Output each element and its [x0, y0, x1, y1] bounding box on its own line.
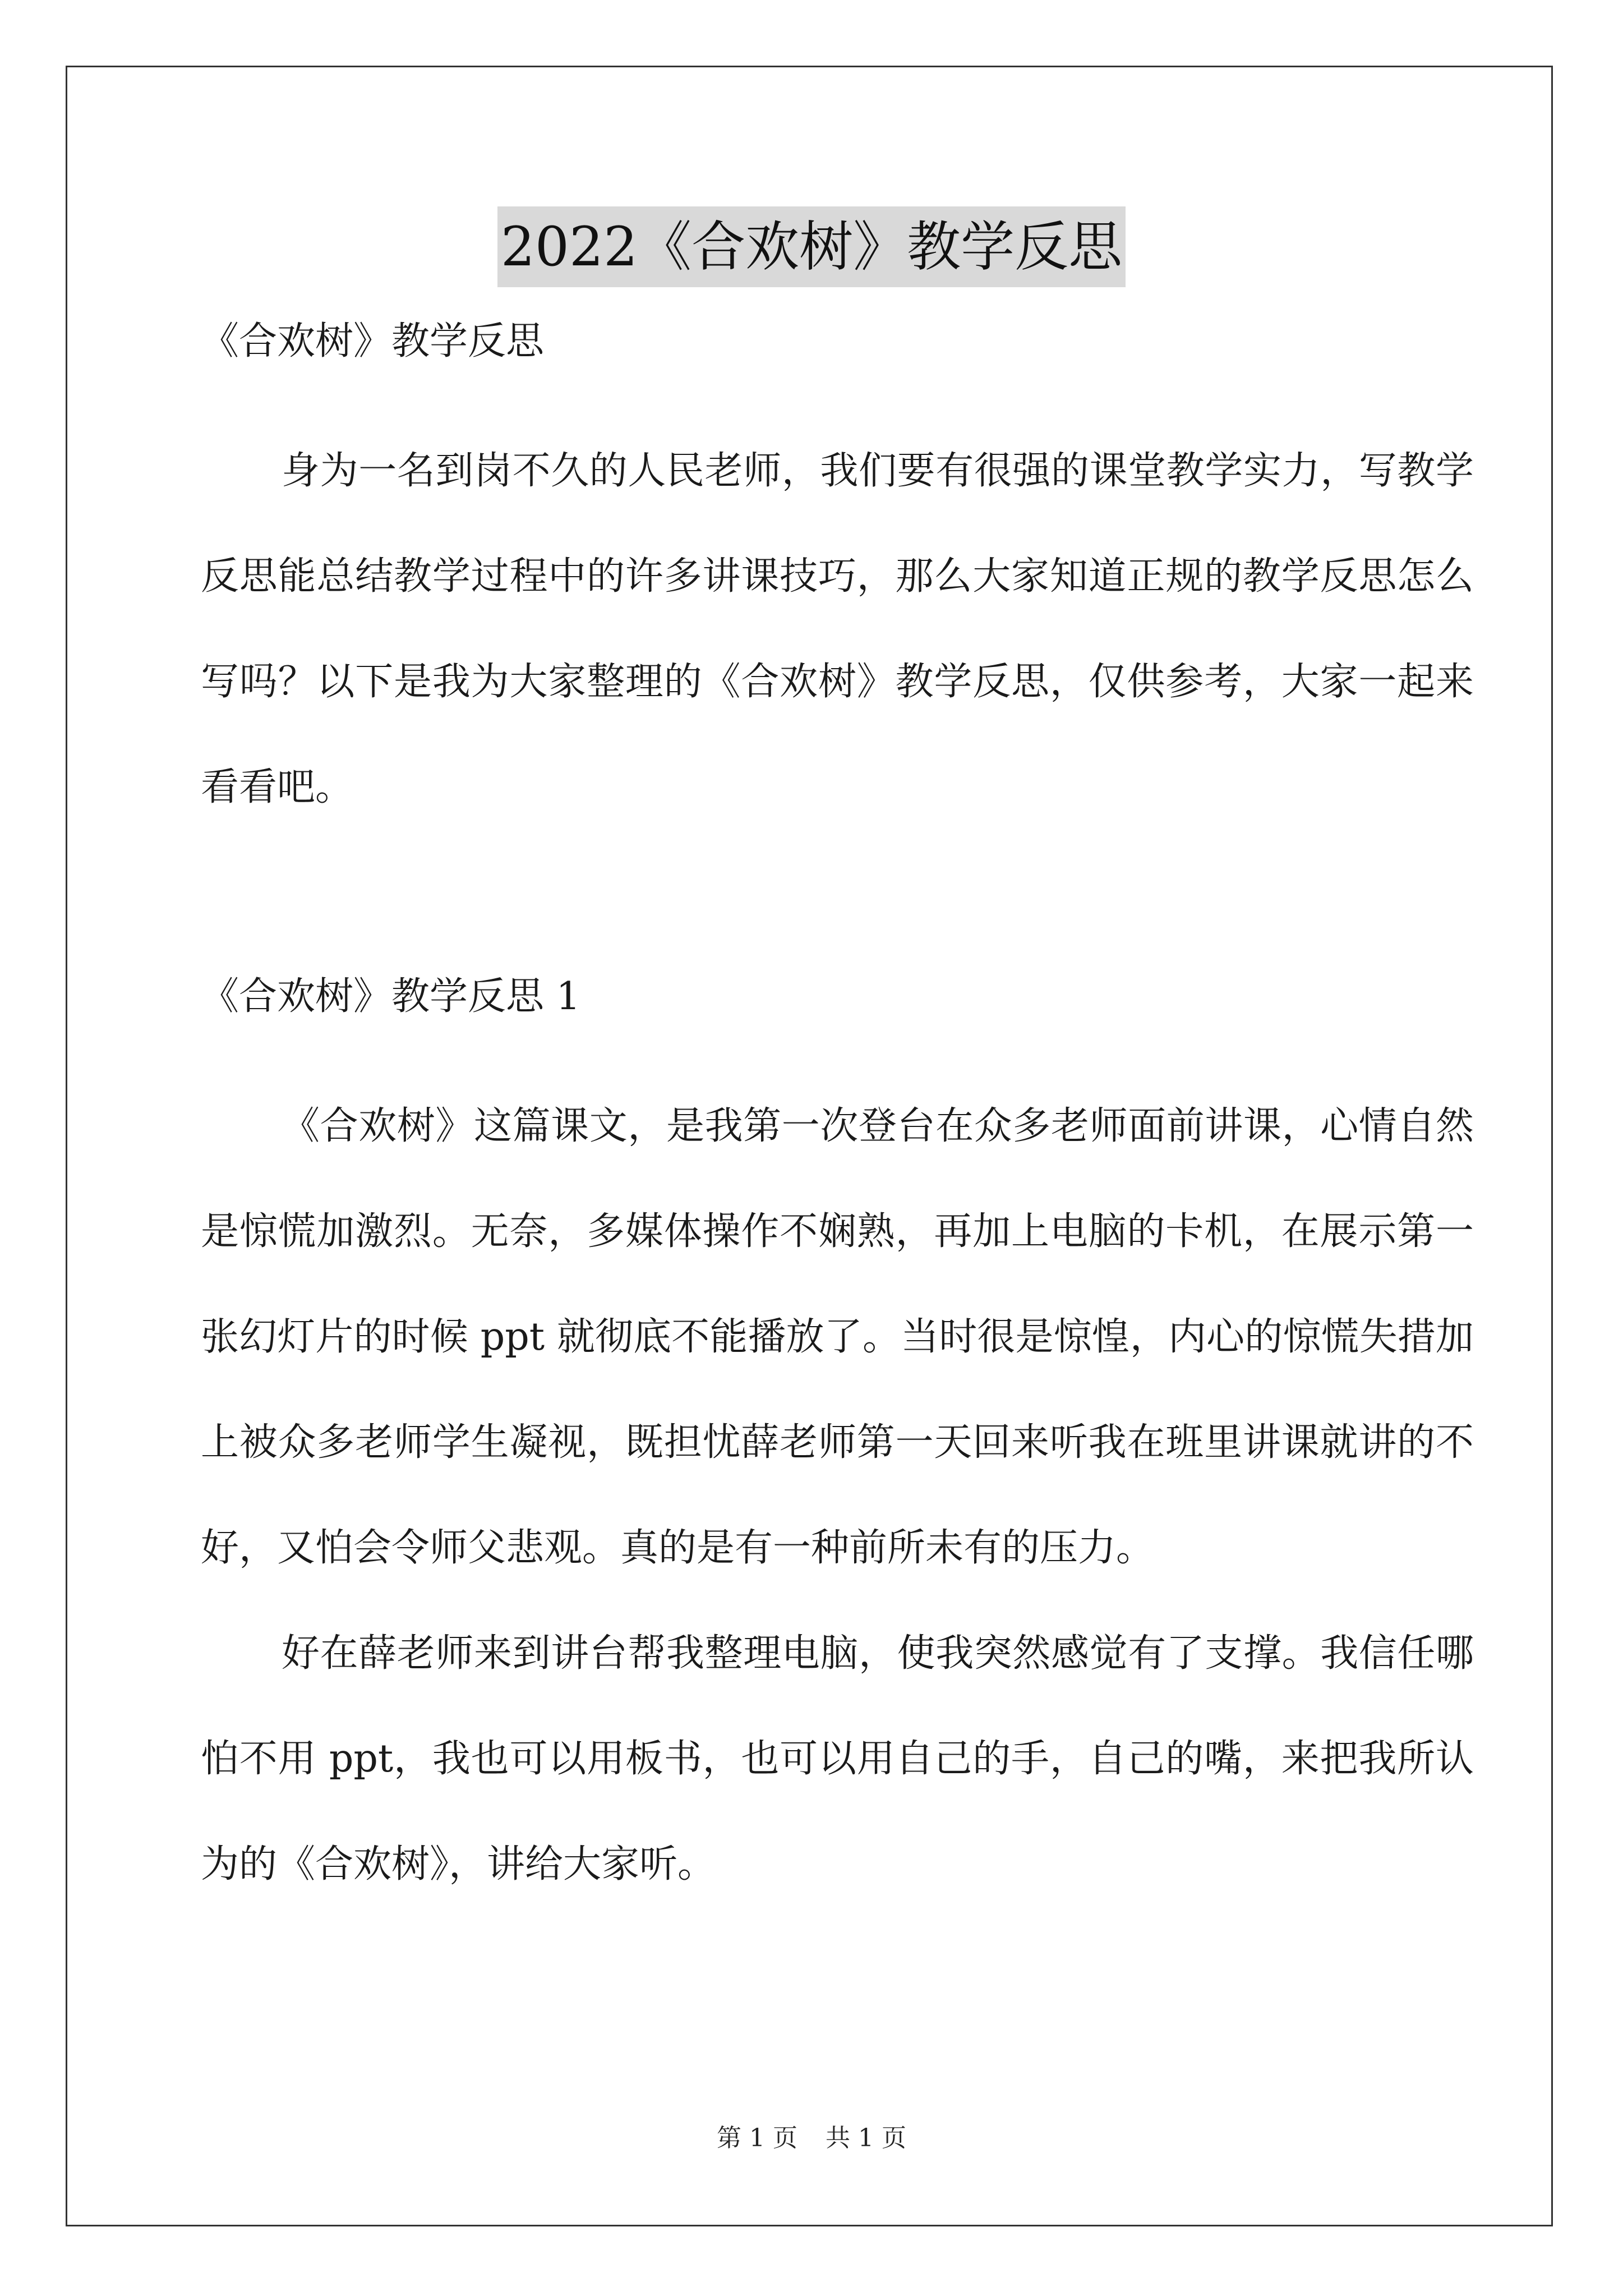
document-body: [201, 314, 1474, 1917]
subtitle: 《合欢树》教学反思: [201, 319, 545, 364]
page-total: 共 1 页: [826, 2124, 906, 2152]
document-title: 2022《合欢树》教学反思: [497, 206, 1126, 287]
body-paragraph: 好在薛老师来到讲台帮我整理电脑，使我突然感觉有了支撑。我信任哪怕不用 ppt，我也可以用板书，也可以用自己的手，自己的嘴，来把我所认为的《合欢树》，讲给大家听。: [201, 1631, 1474, 1887]
title-container: [0, 206, 1623, 287]
body-paragraph: 《合欢树》这篇课文，是我第一次登台在众多老师面前讲课，心情自然是惊慌加激烈。无奈，多媒体操作不娴熟，再加上电脑的卡机，在展示第一张幻灯片的时候 ppt 就彻底不能播放了。当时很是惊惶，内心的惊慌失措加上被众多老师学生凝视，既担忧薛老师第一天回来听我在班里讲课就讲的不好，又怕会令师父悲观。真的是有一种前所未有的压力。: [201, 1104, 1474, 1570]
page-footer: [0, 2122, 1623, 2155]
intro-paragraph: 身为一名到岗不久的人民老师，我们要有很强的课堂教学实力，写教学反思能总结教学过程中的许多讲课技巧，那么大家知道正规的教学反思怎么写吗？以下是我为大家整理的《合欢树》教学反思，仅供参考，大家一起来看看吧。: [201, 449, 1474, 809]
page-number: 第 1 页: [717, 2124, 797, 2152]
section-heading: 《合欢树》教学反思 1: [201, 974, 580, 1019]
